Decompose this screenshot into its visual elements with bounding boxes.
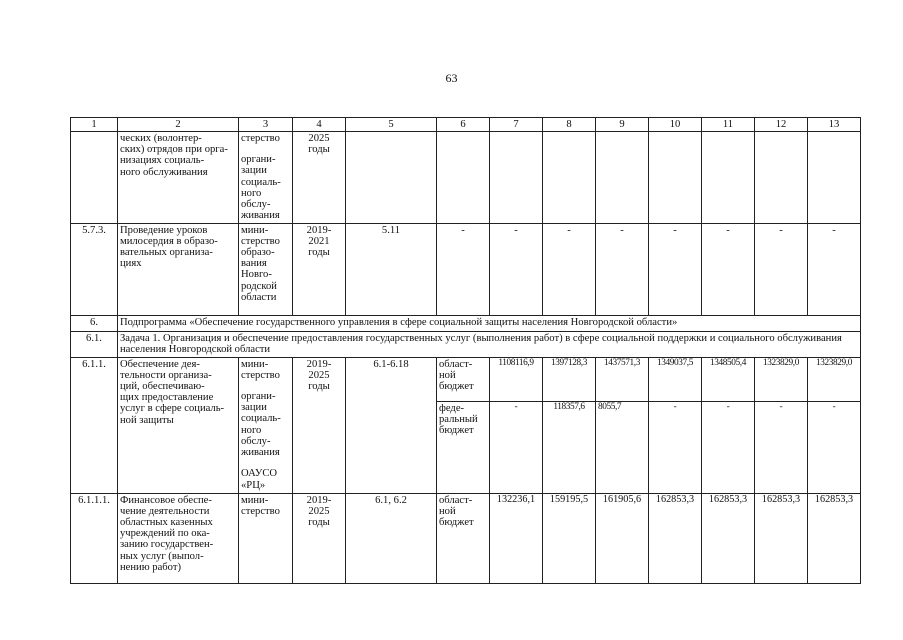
executor: стерство органи- зации социаль- ного обслу- живания [239, 132, 293, 224]
activity-name: Проведение уроков милосердия в образо- вательных организа- циях [118, 223, 239, 315]
value-cell: - [596, 223, 649, 315]
value-cell: - [808, 223, 861, 315]
target-indicator: 6.1, 6.2 [346, 493, 437, 583]
header-cell: 2 [118, 118, 239, 132]
value-cell: 1108116,9 [490, 357, 543, 401]
page-number: 63 [445, 71, 458, 85]
value-cell: 162853,3 [808, 493, 861, 583]
value-cell: - [702, 223, 755, 315]
value-cell: 8055,7 [596, 401, 649, 493]
row-number [71, 132, 118, 224]
value-cell: - [649, 223, 702, 315]
header-cell: 10 [649, 118, 702, 132]
header-cell: 13 [808, 118, 861, 132]
period: 2025 годы [293, 132, 346, 224]
period: 2019- 2021 годы [293, 223, 346, 315]
value-cell: 161905,6 [596, 493, 649, 583]
value-cell: - [755, 401, 808, 493]
task-row [71, 331, 861, 357]
value-cell: 162853,3 [755, 493, 808, 583]
header-cell: 9 [596, 118, 649, 132]
value-cell: 1397128,3 [543, 357, 596, 401]
row-number: 6.1. [71, 331, 118, 357]
activity-name: ческих (волонтер- ских) отрядов при орга- низациях социаль- ного обслуживания [118, 132, 239, 224]
target-indicator: 5.11 [346, 223, 437, 315]
value-cell: - [490, 401, 543, 493]
table-row [71, 223, 861, 315]
activity-name: Обеспечение дея- тельности организа- ций, обеспечиваю- щих предоставление услуг в сфере социаль- ной защиты [118, 357, 239, 493]
row-number: 5.7.3. [71, 223, 118, 315]
value-cell: - [649, 401, 702, 493]
value-cell: - [490, 223, 543, 315]
period: 2019- 2025 годы [293, 357, 346, 493]
value-cell: 162853,3 [702, 493, 755, 583]
value-cell: - [543, 223, 596, 315]
header-cell: 4 [293, 118, 346, 132]
header-cell: 5 [346, 118, 437, 132]
subprogram-row [71, 315, 861, 331]
row-number: 6.1.1. [71, 357, 118, 493]
funding-source: област- ной бюджет [437, 357, 490, 401]
header-cell: 7 [490, 118, 543, 132]
period: 2019- 2025 годы [293, 493, 346, 583]
activity-name: Финансовое обеспе- чение деятельности областных казенных учреждений по ока- занию государствен- ных услуг (выпол- нению работ) [118, 493, 239, 583]
table-row [71, 493, 861, 583]
executor: мини- стерство [239, 493, 293, 583]
funding-source: феде- ральный бюджет [437, 401, 490, 493]
value-cell: 118357,6 [543, 401, 596, 493]
row-number: 6. [71, 315, 118, 331]
value-cell: - [437, 223, 490, 315]
header-cell: 1 [71, 118, 118, 132]
header-cell: 6 [437, 118, 490, 132]
value-cell: 162853,3 [649, 493, 702, 583]
header-cell: 3 [239, 118, 293, 132]
table-row [71, 132, 861, 224]
value-cell: - [755, 223, 808, 315]
header-row [71, 118, 861, 132]
value-cell: 1348505,4 [702, 357, 755, 401]
table-row [71, 357, 861, 401]
target-indicator: 6.1-6.18 [346, 357, 437, 493]
executor: мини- стерство образо- вания Новго- родской области [239, 223, 293, 315]
value-cell: 1323829,0 [808, 357, 861, 401]
value-cell: 1437571,3 [596, 357, 649, 401]
subprogram-title: Подпрограмма «Обеспечение государственного управления в сфере социальной защиты населения Новгородской области» [118, 315, 861, 331]
value-cell: 1349037,5 [649, 357, 702, 401]
program-table [70, 117, 861, 584]
funding-source: област- ной бюджет [437, 493, 490, 583]
header-cell: 8 [543, 118, 596, 132]
task-title: Задача 1. Организация и обеспечение предоставления государственных услуг (выполнения работ) в сфере социальной поддержки и социального обслуживания населения Новгородской области [118, 331, 861, 357]
value-cell: - [808, 401, 861, 493]
header-cell: 11 [702, 118, 755, 132]
value-cell: - [702, 401, 755, 493]
executor: мини- стерство органи- зации социаль- ного обслу- живания ОАУСО «РЦ» [239, 357, 293, 493]
row-number: 6.1.1.1. [71, 493, 118, 583]
header-cell: 12 [755, 118, 808, 132]
value-cell: 159195,5 [543, 493, 596, 583]
value-cell: 1323829,0 [755, 357, 808, 401]
value-cell: 132236,1 [490, 493, 543, 583]
